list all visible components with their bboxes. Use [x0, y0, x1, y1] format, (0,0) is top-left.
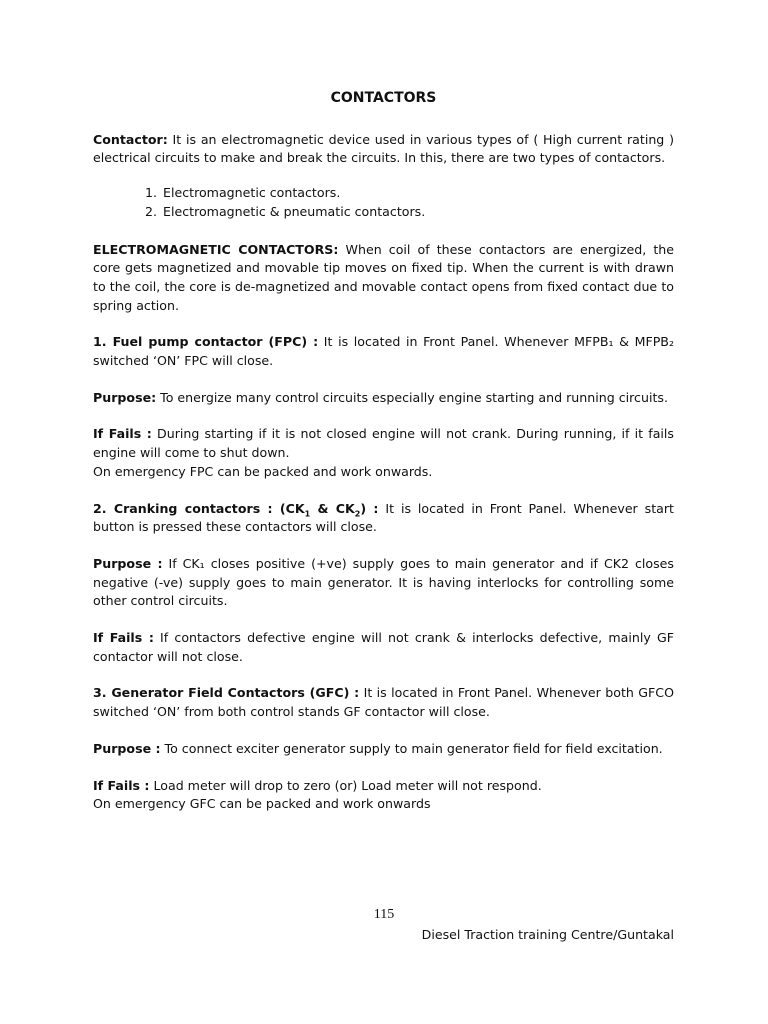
purpose-label: Purpose:	[93, 389, 157, 405]
ck-fails	[93, 629, 674, 666]
fpc-fails	[93, 425, 674, 481]
purpose-text: If CK₁ closes positive (+ve) supply goes to main generator and if CK2 closes negative (-ve) supply goes to main generator. It is having interlocks for controlling some other control circuits.	[93, 555, 674, 609]
em-paragraph	[93, 241, 674, 316]
fpc-heading: 1. Fuel pump contactor (FPC) :	[93, 334, 319, 350]
page-number: 115	[373, 907, 395, 922]
ck-purpose	[93, 555, 674, 611]
em-label: ELECTROMAGNETIC CONTACTORS:	[93, 241, 339, 257]
purpose-label: Purpose :	[93, 555, 163, 571]
fails-text: Load meter will drop to zero (or) Load meter will not respond.	[149, 777, 542, 793]
fpc-paragraph	[93, 333, 674, 370]
list-item: 2. Electromagnetic & pneumatic contactors.	[161, 203, 674, 222]
gfc-paragraph	[93, 684, 674, 721]
fails-label: If Fails :	[93, 777, 150, 793]
fails-label: If Fails :	[93, 426, 152, 442]
fails-label: If Fails :	[93, 630, 154, 646]
contactor-types-list	[93, 184, 674, 221]
page-content	[93, 89, 674, 814]
purpose-text: To energize many control circuits especially engine starting and running circuits.	[156, 389, 668, 405]
gfc-heading: 3. Generator Field Contactors (GFC) :	[93, 685, 360, 701]
fpc-purpose	[93, 389, 674, 408]
emergency-text: On emergency GFC can be packed and work onwards	[93, 796, 431, 812]
fails-text: If contactors defective engine will not crank & interlocks defective, mainly GF contactor will not close.	[93, 630, 674, 664]
purpose-label: Purpose :	[93, 740, 161, 756]
gfc-text: It is located in Front Panel. Whenever both GFCO switched ‘ON’ from both control stands GF contactor will close.	[93, 685, 674, 720]
emergency-text: On emergency FPC can be packed and work onwards.	[93, 463, 433, 479]
em-text: When coil of these contactors are energized, the core gets magnetized and movable tip moves on fixed tip. When the current is with drawn to the coil, the core is de-magnetized and movable contact opens from fixed contact due to spring action.	[93, 241, 674, 313]
purpose-text: To connect exciter generator supply to main generator field for field excitation.	[160, 740, 663, 756]
gfc-fails	[93, 777, 674, 814]
ck-text: It is located in Front Panel. Whenever start button is pressed these contactors will close.	[93, 500, 674, 535]
intro-label: Contactor:	[93, 131, 168, 147]
fails-text: During starting if it is not closed engine will not crank. During running, if it fails engine will come to shut down.	[93, 426, 674, 461]
ck-heading: 2. Cranking contactors : ($CK_1$ & $CK_2$) :	[93, 500, 379, 519]
ck-paragraph	[93, 500, 674, 537]
list-item: 1. Electromagnetic contactors.	[161, 184, 674, 203]
footer-text: Diesel Traction training Centre/Guntakal	[421, 927, 674, 942]
fpc-text: It is located in Front Panel. Whenever MFPB₁ & MFPB₂ switched ‘ON’ FPC will close.	[93, 334, 674, 369]
intro-text: It is an electromagnetic device used in various types of ( High current rating ) electrical circuits to make and break the circuits. In this, there are two types of contactors.	[93, 131, 674, 166]
intro-paragraph	[93, 131, 674, 168]
page-title: CONTACTORS	[330, 90, 437, 106]
gfc-purpose	[93, 740, 674, 759]
